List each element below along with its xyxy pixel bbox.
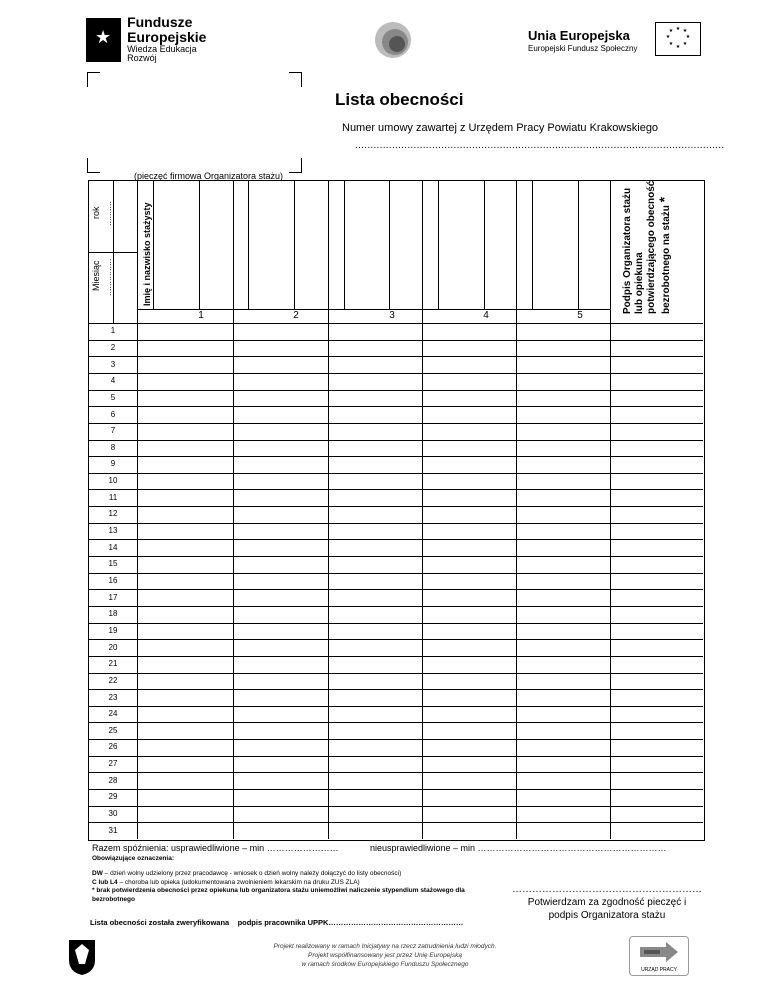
svg-text:★: ★ (668, 28, 674, 34)
row-line (89, 573, 703, 574)
sub-divider (294, 181, 295, 309)
row-line (89, 606, 703, 607)
footer-line1: Projekt realizowany w ramach Inicjatywy na rzecz zatrudnienia ludzi młodych. (273, 943, 497, 950)
row-number: 13 (108, 526, 118, 536)
col-divider (516, 181, 517, 839)
row-number: 16 (108, 576, 118, 585)
row-number: 15 (108, 559, 118, 569)
row-line (89, 822, 703, 823)
column-number: 3 (389, 310, 395, 321)
row-number: 8 (110, 442, 116, 452)
urzad-pracy-logo (629, 936, 689, 976)
row-line (89, 623, 703, 624)
row-line (89, 423, 703, 424)
month-label (91, 260, 101, 291)
row-number: 28 (108, 775, 118, 785)
legend-heading: Obowiązujące oznaczenia: (92, 855, 174, 862)
footer-line3: w ramach środków Europejskiego Funduszu Społecznego (301, 961, 469, 969)
column-number: 2 (293, 310, 299, 321)
lateness-unexcused[interactable]: nieusprawiedliwione – min ……………………………………………………… (370, 843, 667, 853)
row-line (89, 356, 703, 357)
row-number: 1 (110, 326, 116, 336)
row-number: 26 (108, 742, 118, 752)
stamp-label: (pieczęć firmowa Organizatora stażu) (134, 171, 284, 181)
row-line (89, 506, 703, 507)
confirm-signature-line[interactable]: ………………………………………………… (512, 884, 702, 895)
program-logo-icon (373, 20, 413, 60)
row-line (89, 473, 703, 474)
row-number: 3 (110, 359, 116, 369)
header-month-year-split (89, 252, 137, 253)
legend-c-key: C lub L4 (92, 878, 118, 886)
year-label (91, 206, 101, 219)
year-label-text: rok (91, 206, 101, 219)
row-number: 29 (108, 792, 118, 802)
legend-star-text: * brak potwierdzenia obecności przez opiekuna lub organizatora stażu uniemożliwi naliczenie stypendium stażowego dla bezrobotnego (92, 887, 465, 904)
coat-of-arms-icon (67, 938, 97, 976)
svg-text:★: ★ (675, 26, 681, 32)
confirm-text: Potwierdzam za zgodność pieczęć i podpis Organizatora stażu (527, 897, 687, 921)
svg-text:★: ★ (668, 41, 674, 47)
row-line (89, 772, 703, 773)
row-line (89, 523, 703, 524)
row-line (89, 706, 703, 707)
row-number: 23 (108, 692, 118, 702)
sign-label (622, 181, 673, 314)
sign-line4-wrap (658, 181, 673, 314)
row-line (89, 456, 703, 457)
year-dots-text[interactable]: .......... (103, 200, 113, 226)
column-number: 1 (198, 310, 204, 321)
row-number: 27 (108, 759, 118, 769)
row-line (89, 756, 703, 757)
sub-divider (153, 181, 154, 309)
row-line (89, 806, 703, 807)
row-number: 7 (110, 426, 116, 436)
row-number: 9 (110, 459, 116, 469)
svg-text:★: ★ (682, 41, 688, 47)
contract-number-field[interactable]: ........................................................................................................................ (355, 140, 725, 151)
row-line (89, 390, 703, 391)
verify-label: Lista obecności została zweryfikowana (90, 918, 230, 927)
row-line (89, 689, 703, 690)
row-number: 2 (110, 342, 116, 352)
contract-label: Numer umowy zawartej z Urzędem Pracy Powiatu Krakowskiego (342, 122, 659, 134)
row-number: 12 (108, 509, 118, 519)
sub-divider (578, 181, 579, 309)
row-line (89, 656, 703, 657)
legend-dw-key: DW (92, 869, 103, 877)
header-bottom-line (89, 323, 703, 324)
stamp-corner-tr (289, 72, 302, 87)
fundusze-europejskie-logo (86, 12, 226, 67)
attendance-table (88, 180, 705, 841)
sub-divider (484, 181, 485, 309)
sub-divider (248, 181, 249, 309)
stamp-corner-bl (87, 158, 100, 173)
col-divider (610, 181, 611, 839)
row-line (89, 673, 703, 674)
sign-line1: Podpis Organizatora stażu (622, 187, 633, 314)
column-number: 4 (483, 310, 489, 321)
eu-flag-icon (655, 22, 701, 56)
page-title: Lista obecności (335, 90, 464, 109)
legend-dw-text: – dzień wolny udzielony przez pracodawcę - wniosek o dzień wolny należy dołączyć do listy obecności) (102, 869, 402, 877)
row-line (89, 440, 703, 441)
row-number: 6 (110, 409, 116, 419)
name-label-text: Imię i nazwisko stażysty (142, 202, 152, 306)
col-divider (137, 181, 138, 839)
verification (90, 918, 463, 927)
row-number: 4 (110, 376, 116, 386)
name-label (142, 202, 152, 306)
row-line (89, 639, 703, 640)
year-dots[interactable] (103, 201, 113, 226)
svg-text:★: ★ (675, 44, 681, 50)
sub-divider (199, 181, 200, 309)
fe-line2: Europejskie (127, 29, 207, 46)
column-number: 5 (577, 310, 583, 321)
row-line (89, 539, 703, 540)
svg-text:★: ★ (685, 34, 691, 40)
row-number: 24 (108, 709, 118, 719)
arrow-icon (638, 941, 680, 963)
col-divider (328, 181, 329, 839)
sub-divider (438, 181, 439, 309)
month-dots[interactable] (103, 258, 113, 296)
stamp-corner-br (289, 158, 302, 173)
month-label-text: Miesiąc (91, 260, 101, 291)
row-number: 5 (110, 392, 116, 402)
row-line (89, 556, 703, 557)
lateness-excused[interactable]: Razem spóźnienia: usprawiedliwione – min …………………… (92, 843, 339, 853)
row-number: 11 (108, 492, 118, 502)
legend-c-text: – choroba lub opieka (udokumentowana zwolnieniem lekarskim na druku ZUS ZLA) (117, 878, 360, 886)
row-number: 21 (108, 659, 118, 669)
verify-sign[interactable]: podpis pracownika UPPK……………………………………………… (237, 918, 464, 927)
month-dots-text[interactable]: ............... (103, 258, 113, 296)
sign-star: * (656, 196, 672, 203)
svg-text:★: ★ (682, 28, 688, 34)
row-number: 22 (108, 675, 118, 685)
row-number: 17 (108, 592, 118, 602)
ue-line1: Unia Europejska (528, 28, 630, 43)
sign-line4: bezrobotnego na stażu (661, 205, 672, 314)
row-number: 14 (108, 542, 118, 552)
up-logo-text: URZĄD PRACY (641, 967, 677, 973)
ue-line2: Europejski Fundusz Społeczny (528, 43, 638, 53)
sub-divider (389, 181, 390, 309)
row-line (89, 789, 703, 790)
fe-line1: Fundusze (127, 14, 193, 31)
row-number: 18 (108, 609, 118, 619)
row-number: 31 (108, 825, 118, 835)
row-line (89, 722, 703, 723)
row-number: 20 (108, 642, 118, 652)
sign-line3: potwierdzającego obecność (646, 180, 657, 314)
row-number: 10 (108, 476, 118, 486)
row-line (89, 739, 703, 740)
sub-divider (532, 181, 533, 309)
row-number: 30 (108, 809, 118, 819)
row-line (89, 589, 703, 590)
row-line (89, 340, 703, 341)
ue-text (528, 28, 637, 53)
row-line (89, 406, 703, 407)
svg-text:★: ★ (665, 34, 671, 40)
fe-star-icon: ★ (86, 18, 121, 62)
sign-line2: lub opiekuna (634, 252, 645, 314)
row-line (89, 489, 703, 490)
fe-line3: Wiedza Edukacja Rozwój (127, 43, 197, 64)
col-divider (422, 181, 423, 839)
footer-note (230, 942, 540, 969)
footer-line2: Projekt współfinansowany jest przez Unię Europejską (308, 952, 462, 960)
stamp-corner-tl (87, 72, 100, 87)
sub-divider (344, 181, 345, 309)
col-divider (233, 181, 234, 839)
row-line (89, 373, 703, 374)
row-number: 25 (108, 725, 118, 735)
row-number: 19 (108, 625, 118, 635)
legend (92, 855, 472, 905)
